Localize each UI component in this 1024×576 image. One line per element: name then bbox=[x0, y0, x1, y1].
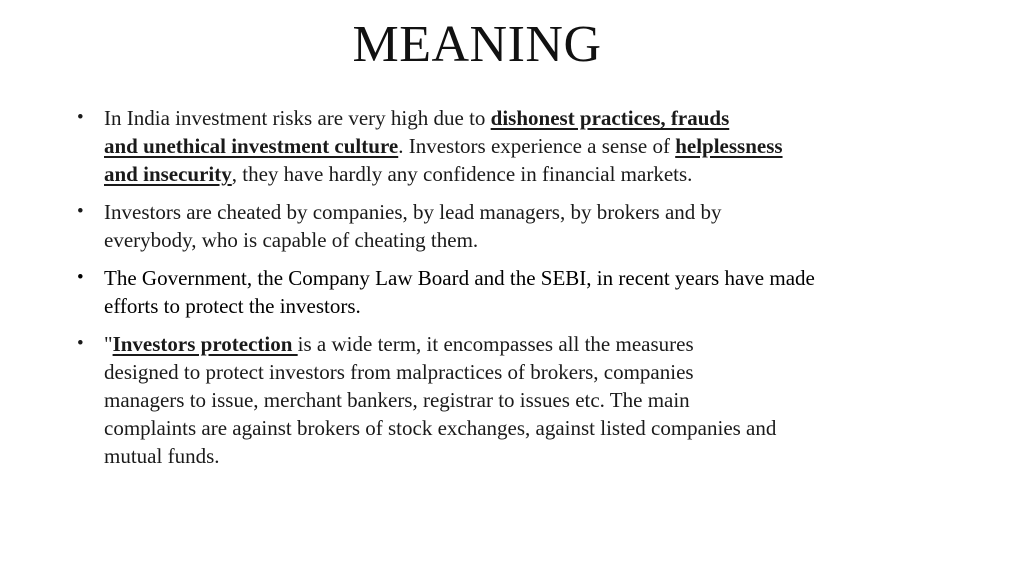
text-run: complaints are against brokers of stock exchanges, against listed companies and bbox=[104, 416, 777, 440]
text-run: efforts to protect the investors. bbox=[104, 294, 361, 318]
text-run: managers to issue, merchant bankers, registrar to issues etc. The main bbox=[104, 388, 690, 412]
text-run: Investors are cheated by companies, by lead managers, by brokers and by bbox=[104, 200, 722, 224]
bullet-icon: • bbox=[77, 333, 84, 354]
emphasis-insecurity: and insecurity bbox=[104, 162, 232, 186]
text-run: . Investors experience a sense of bbox=[398, 134, 676, 158]
text-run: " bbox=[104, 332, 113, 356]
bullet-item-4 bbox=[77, 330, 977, 470]
bullet-item-1 bbox=[77, 104, 977, 188]
bullet-icon: • bbox=[77, 107, 84, 128]
emphasis-investors-protection: Investors protection bbox=[112, 332, 298, 356]
bullet-text-1 bbox=[104, 104, 977, 188]
text-run: everybody, who is capable of cheating them. bbox=[104, 228, 479, 252]
bullet-icon: • bbox=[77, 267, 84, 288]
slide-title: MEANING bbox=[352, 16, 602, 73]
text-run: In India investment risks are very high due to bbox=[104, 106, 491, 130]
bullet-icon: • bbox=[77, 201, 84, 222]
bullet-text-3 bbox=[104, 264, 977, 320]
text-run: The Government, the Company Law Board and the SEBI, in recent years have made bbox=[104, 266, 815, 290]
bullet-item-2 bbox=[77, 198, 977, 254]
text-run: , they have hardly any confidence in financial markets. bbox=[231, 162, 693, 186]
bullet-item-3 bbox=[77, 264, 977, 320]
text-run: is a wide term, it encompasses all the measures bbox=[297, 332, 694, 356]
emphasis-dishonest-practices: dishonest practices, frauds bbox=[490, 106, 730, 130]
emphasis-unethical-culture: and unethical investment culture bbox=[104, 134, 399, 158]
emphasis-helplessness: helplessness bbox=[675, 134, 783, 158]
bullet-text-2 bbox=[104, 198, 977, 254]
bullet-text-4 bbox=[104, 330, 977, 470]
bullet-list bbox=[77, 104, 977, 480]
text-run: mutual funds. bbox=[104, 444, 220, 468]
text-run: designed to protect investors from malpractices of brokers, companies bbox=[104, 360, 694, 384]
